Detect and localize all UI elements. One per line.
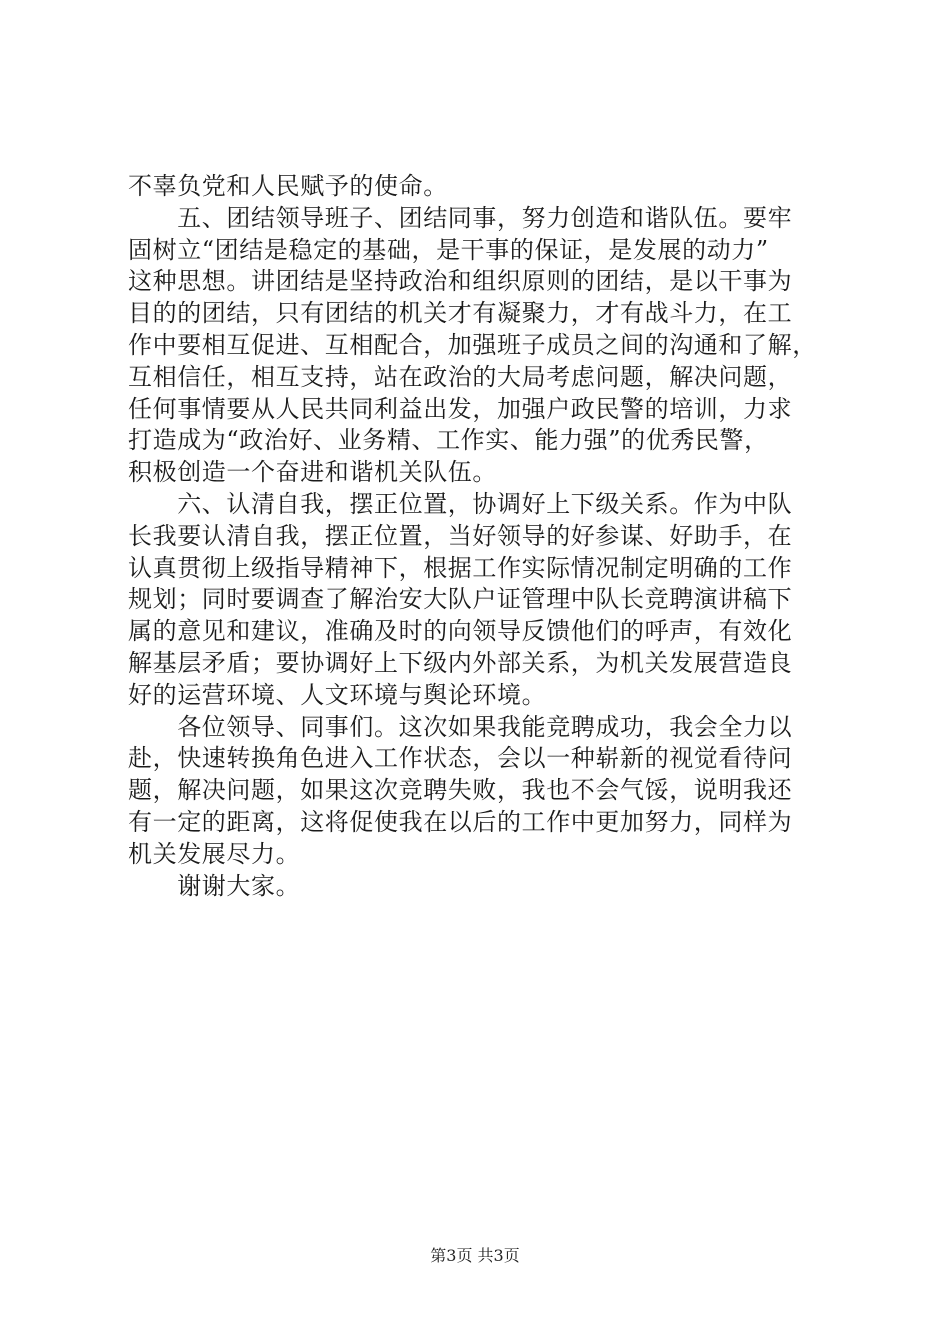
text-line: 解基层矛盾；要协调好上下级内外部关系，为机关发展营造良 bbox=[128, 648, 793, 677]
text-line: 谢谢大家。 bbox=[128, 871, 301, 900]
text-line: 目的的团结，只有团结的机关才有凝聚力，才有战斗力，在工 bbox=[128, 299, 793, 328]
text-line: 不辜负党和人民赋予的使命。 bbox=[128, 172, 448, 200]
text-line: 这种思想。讲团结是坚持政治和组织原则的团结，是以干事为 bbox=[128, 267, 793, 296]
text-line: 互相信任，相互支持，站在政治的大局考虑问题，解决问题， bbox=[128, 362, 793, 391]
text-line: 有一定的距离，这将促使我在以后的工作中更加努力，同样为 bbox=[128, 807, 793, 836]
text-line: 赴，快速转换角色进入工作状态，会以一种崭新的视觉看待问 bbox=[128, 744, 793, 773]
text-line: 属的意见和建议，准确及时的向领导反馈他们的呼声，有效化 bbox=[128, 617, 793, 646]
text-line: 规划；同时要调查了解治安大队户证管理中队长竞聘演讲稿下 bbox=[128, 585, 793, 614]
page-number-footer: 第3页 共3页 bbox=[430, 1246, 520, 1265]
text-line: 认真贯彻上级指导精神下，根据工作实际情况制定明确的工作 bbox=[128, 553, 793, 582]
text-line: 作中要相互促进、互相配合，加强班子成员之间的沟通和了解， bbox=[128, 330, 817, 359]
text-line: 五、团结领导班子、团结同事，努力创造和谐队伍。要牢 bbox=[128, 203, 793, 232]
text-line: 机关发展尽力。 bbox=[128, 839, 301, 868]
text-line: 题，解决问题，如果这次竞聘失败，我也不会气馁，说明我还 bbox=[128, 776, 793, 805]
document-body bbox=[128, 171, 840, 902]
text-line: 好的运营环境、人文环境与舆论环境。 bbox=[128, 680, 547, 709]
text-line: 六、认清自我，摆正位置，协调好上下级关系。作为中队 bbox=[128, 489, 793, 518]
text-line: 打造成为“政治好、业务精、工作实、能力强”的优秀民警， bbox=[128, 426, 769, 455]
text-line: 固树立“团结是稳定的基础，是干事的保证，是发展的动力” bbox=[128, 235, 769, 264]
text-line: 各位领导、同事们。这次如果我能竞聘成功，我会全力以 bbox=[128, 712, 793, 741]
text-line: 任何事情要从人民共同利益出发，加强户政民警的培训，力求 bbox=[128, 394, 793, 423]
text-line: 长我要认清自我，摆正位置，当好领导的好参谋、好助手，在 bbox=[128, 521, 793, 550]
text-line: 积极创造一个奋进和谐机关队伍。 bbox=[128, 458, 497, 487]
